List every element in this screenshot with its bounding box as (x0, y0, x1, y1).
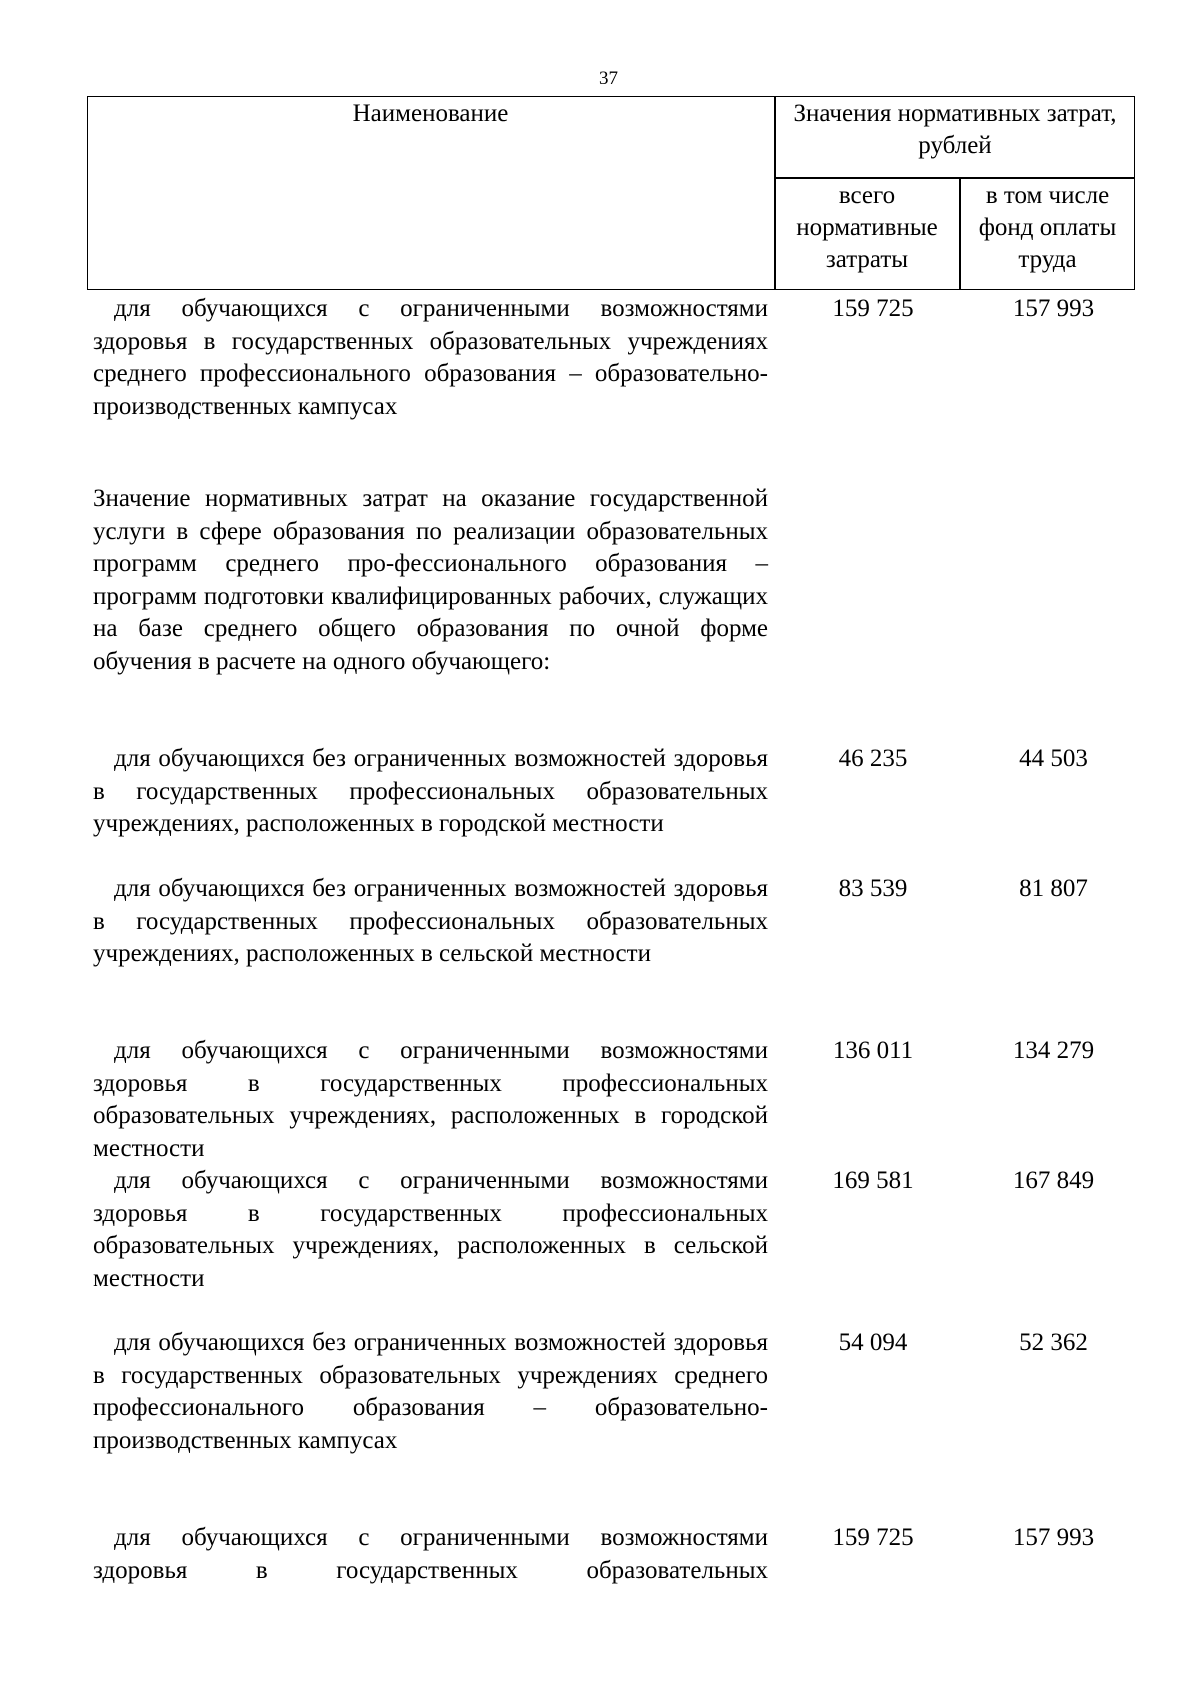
row-total: 159 725 (832, 295, 914, 322)
row-total: 136 011 (832, 1037, 914, 1064)
row-fot: 52 362 (1019, 1329, 1088, 1356)
row-total: 54 094 (838, 1329, 908, 1356)
row-total: 169 581 (832, 1167, 914, 1194)
table-header (87, 96, 1135, 290)
row-fot: 134 279 (1012, 1037, 1095, 1064)
row-total: 83 539 (838, 875, 908, 902)
row-total: 159 725 (832, 1524, 914, 1551)
page-number: 37 (599, 68, 618, 89)
header-total: всего нормативные затраты (796, 182, 938, 273)
header-divider-horizontal (774, 177, 1135, 179)
row-fot: 167 849 (1012, 1167, 1095, 1194)
row-total: 46 235 (838, 745, 908, 772)
row-description: для обучающихся без ограниченных возможностей здоровья в государственных профессиональных образовательных учреждениях, расположенных в городской местности (93, 745, 768, 837)
header-name: Наименование (352, 100, 509, 127)
row-fot: 157 993 (1012, 295, 1095, 322)
row-description: для обучающихся с ограниченными возможностями здоровья в государственных образовательных учреждениях среднего профессионального образования – образовательно-производственных кампусах (93, 295, 768, 420)
row-description: для обучающихся с ограниченными возможностями здоровья в государственных образовательных (93, 1524, 768, 1584)
header-fot: в том числе фонд оплаты труда (978, 182, 1117, 273)
row-description: для обучающихся с ограниченными возможностями здоровья в государственных профессиональных образовательных учреждениях, расположенных в городской местности (93, 1037, 768, 1162)
header-values: Значения нормативных затрат, рублей (793, 100, 1117, 159)
row-fot: 44 503 (1019, 745, 1088, 772)
row-fot: 157 993 (1012, 1524, 1095, 1551)
row-description: для обучающихся без ограниченных возможностей здоровья в государственных образовательных учреждениях среднего профессионального образования – образовательно-производственных кампусах (93, 1329, 768, 1454)
row-description: Значение нормативных затрат на оказание государственной услуги в сфере образования по реализации образовательных программ среднего про-фессионального образования – программ подготовки квалифицированных рабочих, служащих на базе среднего общего образования по очной форме обучения в расчете на одного обучающего: (93, 485, 768, 675)
row-description: для обучающихся без ограниченных возможностей здоровья в государственных профессиональных образовательных учреждениях, расположенных в сельской местности (93, 875, 768, 967)
row-description: для обучающихся с ограниченными возможностями здоровья в государственных профессиональных образовательных учреждениях, расположенных в сельской местности (93, 1167, 768, 1292)
row-fot: 81 807 (1019, 875, 1088, 902)
